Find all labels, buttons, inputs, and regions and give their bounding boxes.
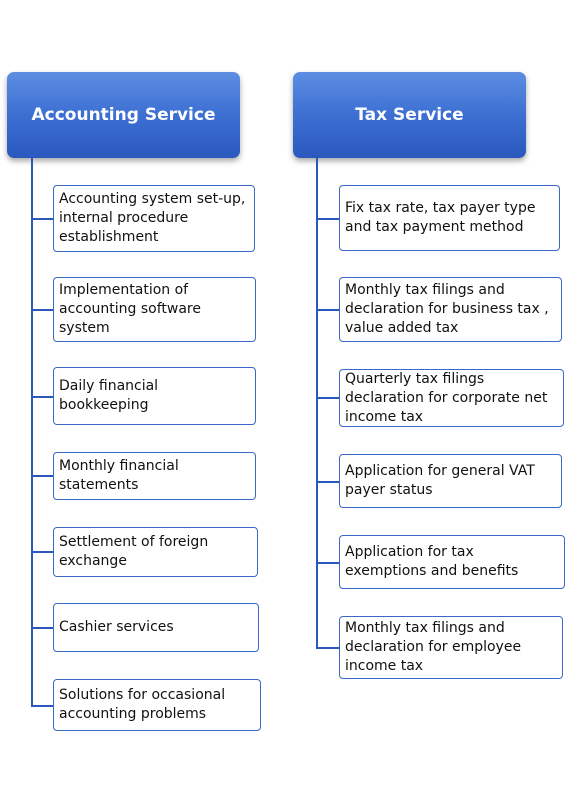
accounting-item: Cashier services [53,603,259,652]
tax-item: Application for tax exemptions and benefits [339,535,565,589]
accounting-connector-branch [31,309,54,311]
tax-connector-branch [316,647,339,649]
accounting-item: Accounting system set-up, internal procedure establishment [53,185,255,252]
accounting-service-header [7,72,240,158]
accounting-connector-branch [31,218,54,220]
accounting-item: Settlement of foreign exchange [53,527,258,577]
accounting-connector-branch [31,705,54,707]
tax-connector-trunk [316,158,318,648]
accounting-connector-branch [31,551,54,553]
tax-connector-branch [316,309,339,311]
tax-service-header [293,72,526,158]
tax-connector-branch [316,562,339,564]
tax-item: Monthly tax filings and declaration for employee income tax [339,616,563,679]
tax-item: Fix tax rate, tax payer type and tax payment method [339,185,560,251]
accounting-item: Implementation of accounting software system [53,277,256,342]
accounting-connector-branch [31,396,54,398]
tax-connector-branch [316,218,339,220]
tax-service-title: Tax Service [355,105,464,125]
accounting-connector-trunk [31,158,33,706]
accounting-item: Monthly financial statements [53,452,256,500]
accounting-connector-branch [31,475,54,477]
accounting-item: Solutions for occasional accounting problems [53,679,261,731]
accounting-item: Daily financial bookkeeping [53,367,256,425]
accounting-service-title: Accounting Service [31,105,216,125]
tax-item: Application for general VAT payer status [339,454,562,508]
tax-item: Monthly tax filings and declaration for business tax , value added tax [339,277,562,342]
tax-connector-branch [316,397,339,399]
tax-connector-branch [316,481,339,483]
tax-item: Quarterly tax filings declaration for corporate net income tax [339,369,564,427]
accounting-connector-branch [31,627,54,629]
